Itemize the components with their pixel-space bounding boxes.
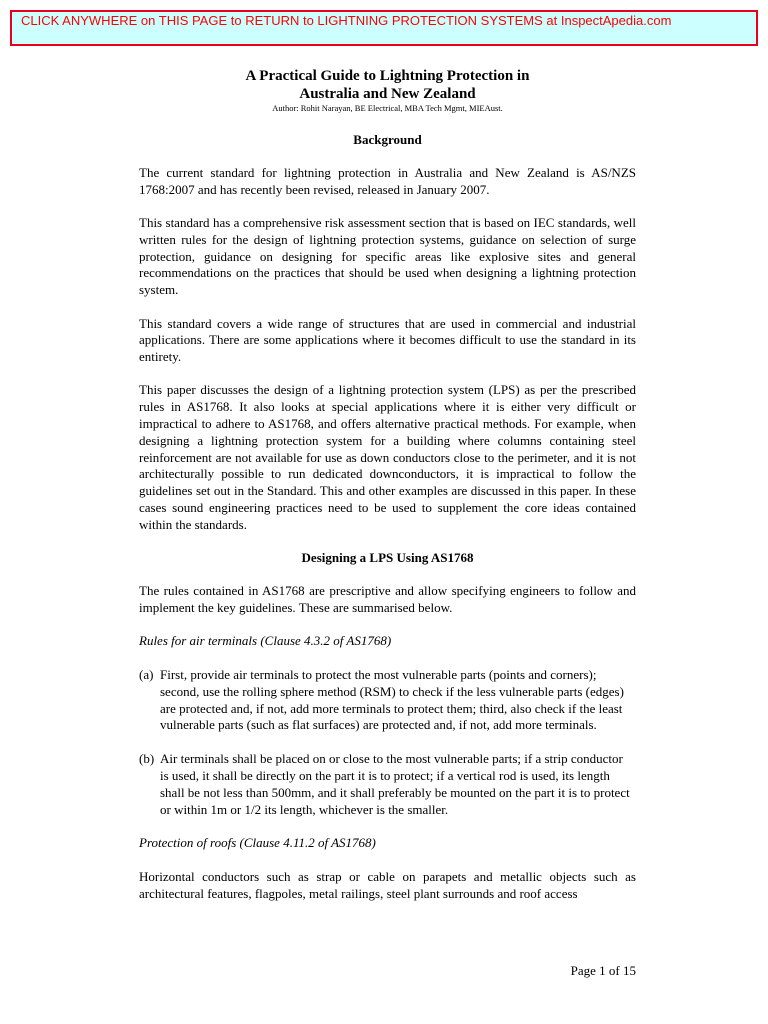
document-author: Author: Rohit Narayan, BE Electrical, MBA Tech Mgmt, MIEAust. (272, 103, 503, 113)
paragraph: This standard has a comprehensive risk assessment section that is based on IEC standards, well written rules for the design of lightning protection systems, guidance on selection of surge protection, guidance on designing for specific areas like explosive sites and general recommendations on the practices that should be used when designing a lightning protection system. (139, 215, 636, 298)
paragraph: This paper discusses the design of a lightning protection system (LPS) as per the prescribed rules in AS1768. It also looks at special applications where it is either very difficult or impractical to adhere to AS1768, and offers alternative practical methods. For example, when designing a lightning protection system for a building where columns containing steel reinforcement are not available for use as down conductors close to the perimeter, and it is not architecturally possible to run dedicated downconductors, it is impractical to follow the guidelines set out in the Standard. This and other examples are discussed in this paper. In these cases sound engineering practices need to be used to supplement the core ideas contained within the standards. (139, 382, 636, 532)
page-number: Page 1 of 15 (570, 963, 636, 978)
subheading-roofs: Protection of roofs (Clause 4.11.2 of AS1768) (139, 835, 376, 851)
paragraph: Horizontal conductors such as strap or cable on parapets and metallic objects such as architectural features, flagpoles, metal railings, steel plant surrounds and roof access (139, 869, 636, 901)
document-page (139, 67, 636, 919)
paragraph: This standard covers a wide range of structures that are used in commercial and industrial applications. There are some applications where it becomes difficult to use the standard in its entirety. (139, 315, 636, 365)
list-item (139, 751, 636, 818)
paragraph: The current standard for lightning protection in Australia and New Zealand is AS/NZS 1768:2007 and has recently been revised, released in January 2007. (139, 165, 636, 197)
list-marker: (b) (139, 751, 155, 767)
list-item-text: First, provide air terminals to protect the most vulnerable parts (points and corners); second, use the rolling sphere method (RSM) to check if the less vulnerable parts (edges) are protected and, if not, add more terminals to protect them; third, also check if the least vulnerable parts (such as flat surfaces) are protected and, if not, add more terminals. (160, 667, 624, 733)
return-to-inspectapedia-link[interactable]: CLICK ANYWHERE on THIS PAGE to RETURN to LIGHTNING PROTECTION SYSTEMS at InspectApedia.com (10, 10, 758, 46)
document-title-line-2: Australia and New Zealand (299, 86, 476, 102)
list-item (139, 667, 636, 734)
list-item-text: Air terminals shall be placed on or close to the most vulnerable parts; if a strip conductor is used, it shall be directly on the part it is to protect; if a vertical rod is used, its length shall be not less than 500mm, and it shall preferably be mounted on the part it is to protect or within 1m or 1/2 its length, whichever is the smaller. (160, 751, 630, 817)
list-marker: (a) (139, 667, 154, 683)
paragraph: The rules contained in AS1768 are prescriptive and allow specifying engineers to follow and implement the key guidelines. These are summarised below. (139, 583, 636, 615)
section-heading-designing: Designing a LPS Using AS1768 (301, 550, 474, 566)
subheading-air-terminals: Rules for air terminals (Clause 4.3.2 of AS1768) (139, 633, 392, 649)
section-heading-background: Background (353, 132, 422, 147)
document-title-line-1: A Practical Guide to Lightning Protection in (245, 68, 530, 84)
